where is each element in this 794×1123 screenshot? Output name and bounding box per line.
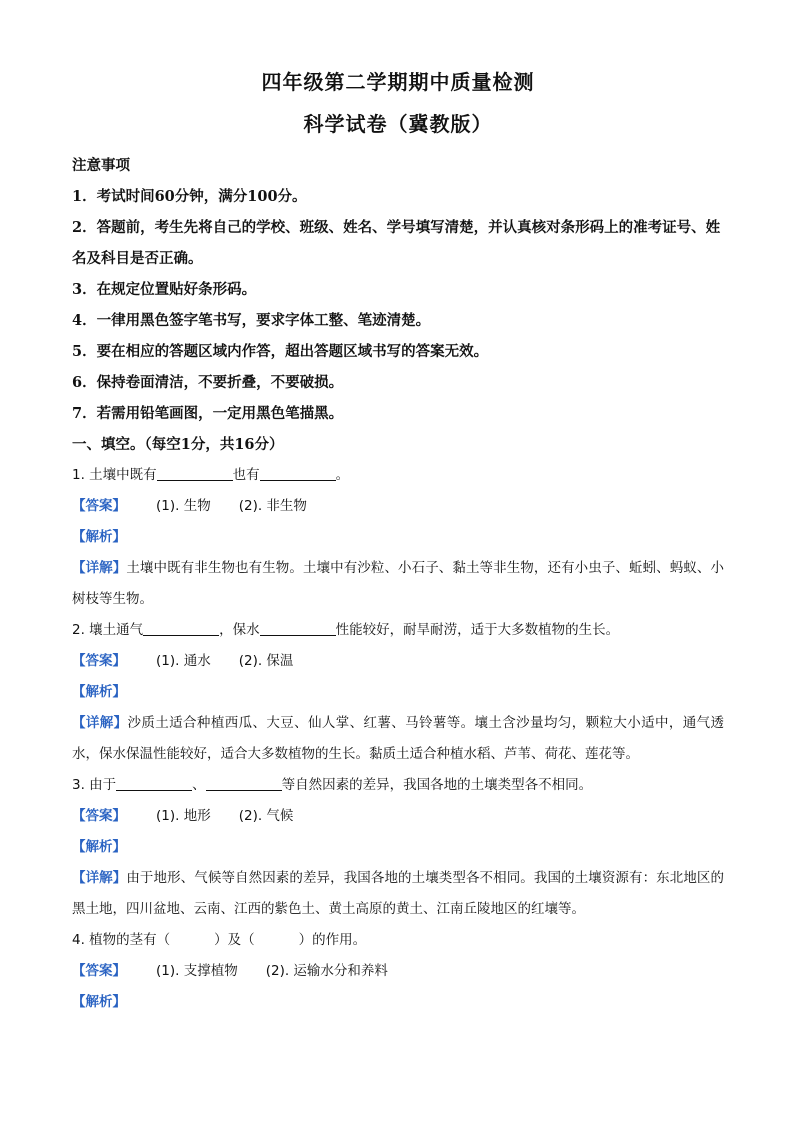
analysis-tag: 【解析】 — [72, 684, 126, 700]
question-text: 也有 — [232, 467, 260, 483]
analysis-tag: 【解析】 — [72, 529, 126, 545]
answer-row-2 — [72, 646, 724, 677]
question-text: 3. 由于 — [72, 777, 117, 793]
question-text: 1. 土壤中既有 — [72, 467, 157, 483]
answer-value: (2). 气候 — [238, 808, 294, 824]
detail-text: 沙质土适合种植西瓜、大豆、仙人掌、红薯、马铃薯等。壤土含沙量均匀，颗粒大小适中，通气透水，保水保温性能较好，适合大多数植物的生长。黏质土适合种植水稻、芦苇、荷花、莲花等。 — [72, 715, 725, 762]
answer-value: (1). 通水 — [156, 653, 211, 669]
page-subtitle: 科学试卷（冀教版） — [303, 112, 493, 136]
analysis-row-1 — [72, 522, 724, 553]
answer-blank — [206, 776, 282, 791]
answer-blank — [260, 621, 336, 636]
analysis-row-4 — [72, 987, 724, 1018]
answer-value: (1). 地形 — [156, 808, 211, 824]
answer-blank — [260, 466, 336, 481]
detail-1 — [72, 553, 724, 615]
note-item-3: 3．在规定位置贴好条形码。 — [72, 281, 257, 298]
answer-tag: 【答案】 — [72, 653, 126, 669]
answer-value: (2). 非生物 — [238, 498, 307, 514]
question-text: 性能较好，耐旱耐涝，适于大多数植物的生长。 — [335, 622, 620, 638]
notes-heading: 注意事项 — [72, 157, 130, 174]
answer-row-4 — [72, 956, 724, 987]
analysis-row-3 — [72, 832, 724, 863]
section-title: 一、填空。（每空1分，共16分） — [72, 436, 284, 453]
note-item-1: 1．考试时间60分钟，满分100分。 — [72, 188, 307, 205]
page-title: 四年级第二学期期中质量检测 — [261, 70, 535, 94]
answer-blank — [143, 621, 219, 636]
question-text: 。 — [335, 467, 350, 483]
answer-value: (1). 生物 — [156, 498, 211, 514]
answer-value: (2). 保温 — [238, 653, 294, 669]
answer-row-1 — [72, 491, 724, 522]
question-4 — [72, 925, 724, 956]
question-text: 2. 壤土通气 — [72, 622, 144, 638]
detail-2 — [72, 708, 724, 770]
analysis-tag: 【解析】 — [72, 994, 126, 1010]
detail-text: 土壤中既有非生物也有生物。土壤中有沙粒、小石子、黏土等非生物，还有小虫子、蚯蚓、蚂蚁、小树枝等生物。 — [72, 560, 725, 607]
answer-tag: 【答案】 — [72, 963, 126, 979]
answer-blank — [116, 776, 192, 791]
detail-text: 由于地形、气候等自然因素的差异，我国各地的土壤类型各不相同。我国的土壤资源有：东北地区的黑土地，四川盆地、云南、江西的紫色土、黄土高原的黄土、江南丘陵地区的红壤等。 — [72, 870, 725, 917]
question-3 — [72, 770, 724, 801]
question-text: 等自然因素的差异，我国各地的土壤类型各不相同。 — [281, 777, 593, 793]
question-text: 、 — [192, 777, 206, 793]
detail-3 — [72, 863, 724, 925]
answer-blank — [157, 466, 233, 481]
question-text: ）的作用。 — [298, 932, 367, 948]
answer-row-3 — [72, 801, 724, 832]
analysis-tag: 【解析】 — [72, 839, 126, 855]
detail-tag: 【详解】 — [72, 715, 128, 731]
note-item-5: 5．要在相应的答题区域内作答，超出答题区域书写的答案无效。 — [72, 343, 489, 360]
note-item-7: 7．若需用铅笔画图，一定用黑色笔描黑。 — [72, 405, 344, 422]
question-text: ）及（ — [214, 932, 255, 948]
detail-tag: 【详解】 — [72, 870, 127, 886]
question-text: 4. 植物的茎有（ — [72, 932, 171, 948]
exam-page — [72, 64, 724, 1018]
answer-value: (2). 运输水分和养料 — [265, 963, 388, 979]
answer-value: (1). 支撑植物 — [156, 963, 238, 979]
answer-tag: 【答案】 — [72, 498, 126, 514]
note-item-2: 2．答题前，考生先将自己的学校、班级、姓名、学号填写清楚，并认真核对条形码上的准考证号、姓名及科目是否正确。 — [72, 219, 721, 267]
note-item-6: 6．保持卷面清洁，不要折叠，不要破损。 — [72, 374, 344, 391]
note-item-4: 4．一律用黑色签字笔书写，要求字体工整、笔迹清楚。 — [72, 312, 431, 329]
answer-tag: 【答案】 — [72, 808, 126, 824]
analysis-row-2 — [72, 677, 724, 708]
question-1 — [72, 460, 724, 491]
detail-tag: 【详解】 — [72, 560, 127, 576]
question-text: ，保水 — [219, 622, 260, 638]
question-2 — [72, 615, 724, 646]
